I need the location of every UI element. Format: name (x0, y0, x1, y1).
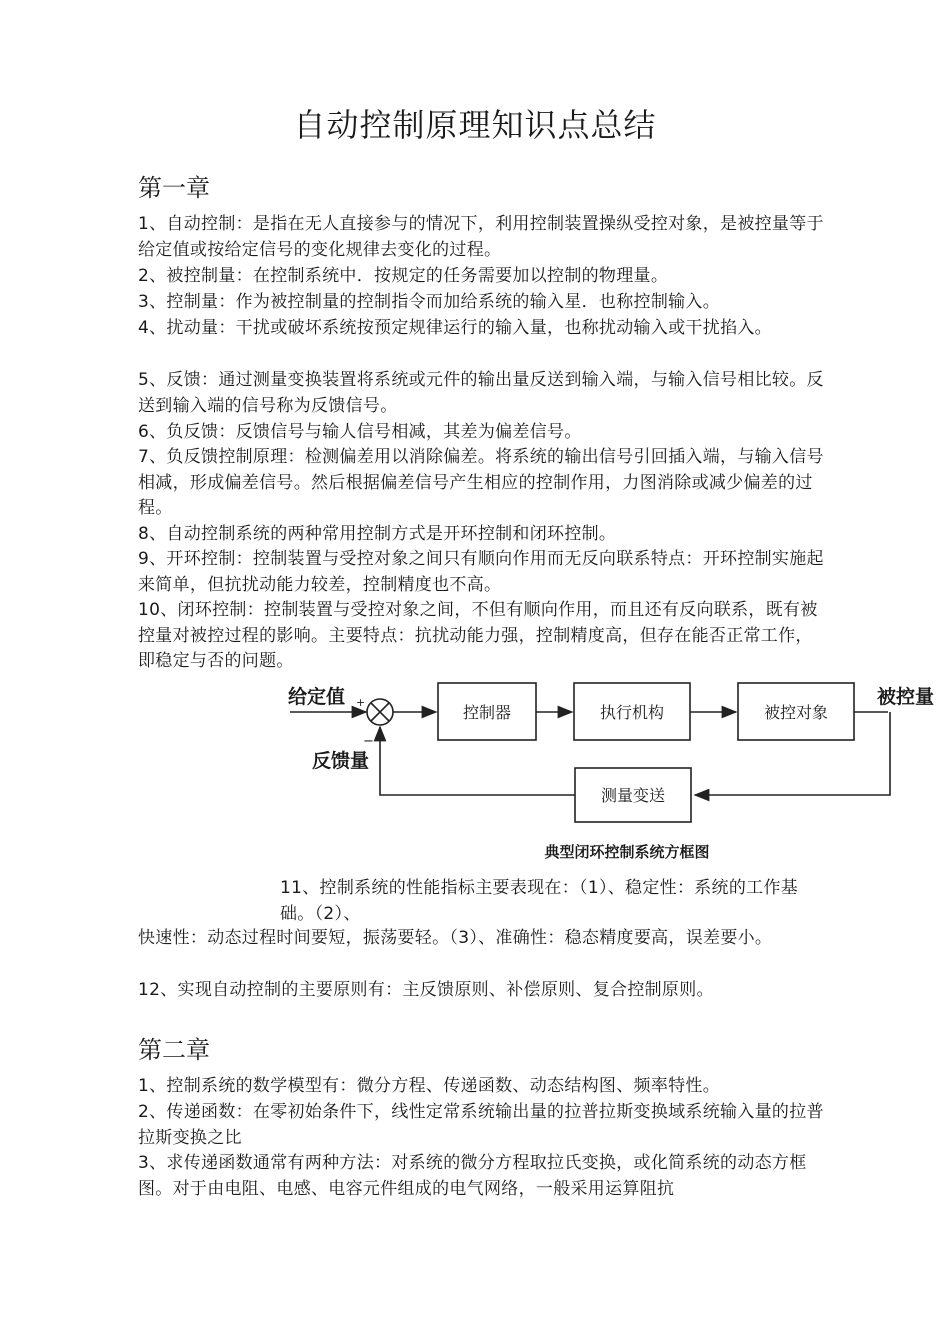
chapter-2-item-3: 3、求传递函数通常有两种方法：对系统的微分方程取拉氏变换，或化简系统的动态方框图。对于由电阻、电感、电容元件组成的电气网络，一般采用运算阻抗 (138, 1153, 807, 1199)
plant-label: 被控对象 (763, 703, 829, 722)
actuator-label: 执行机构 (599, 703, 665, 722)
chapter-2-heading: 第二章 (138, 1036, 210, 1064)
chapter-1-item-5: 5、反馈：通过测量变换装置将系统或元件的输出量反送到输入端，与输入信号相比较。反送到输入端的信号称为反馈信号。 (138, 370, 824, 416)
page-title: 自动控制原理知识点总结 (293, 106, 657, 144)
feedback-path (695, 712, 890, 795)
closed-loop-block-diagram (280, 675, 945, 870)
chapter-1-item-7: 7、负反馈控制原理：检测偏差用以消除偏差。将系统的输出信号引回插入端，与输入信号相减，形成偏差信号。然后根据偏差信号产生相应的控制作用，力图消除或减少偏差的过程。 (138, 447, 824, 518)
chapter-2-item-1: 1、控制系统的数学模型有：微分方程、传递函数、动态结构图、频率特性。 (138, 1076, 721, 1096)
diagram-caption: 典型闭环控制系统方框图 (544, 843, 710, 861)
feedback-label: 反馈量 (312, 750, 370, 772)
chapter-2-item-2: 2、传递函数：在零初始条件下，线性定常系统输出量的拉普拉斯变换域系统输入量的拉普拉斯变换之比 (138, 1102, 824, 1148)
chapter-1-item-9: 9、开环控制：控制装置与受控对象之间只有顺向作用而无反向联系特点：开环控制实施起来简单，但抗扰动能力较差，控制精度也不高。 (138, 549, 824, 595)
plus-sign: + (356, 696, 366, 709)
chapter-1-item-10: 10、闭环控制：控制装置与受控对象之间，不但有顺向作用，而且还有反向联系，既有被控量对被控过程的影响。主要特点：抗扰动能力强，控制精度高，但存在能否正常工作，即稳定与否的问题。 (138, 600, 818, 671)
controller-label: 控制器 (462, 703, 512, 722)
chapter-1-item-11-part-2: 快速性：动态过程时间要短，振荡要轻。（3）、准确性：稳态精度要高，误差要小。 (138, 928, 773, 948)
chapter-1-item-6: 6、负反馈：反馈信号与输人信号相减，其差为偏差信号。 (138, 422, 582, 442)
chapter-1-item-1: 1、自动控制：是指在无人直接参与的情况下，利用控制装置操纵受控对象，是被控量等于给定值或按给定信号的变化规律去变化的过程。 (138, 214, 824, 260)
chapter-1-heading: 第一章 (138, 174, 210, 202)
chapter-1-item-3: 3、控制量：作为被控制量的控制指令而加给系统的输入星．也称控制输入。 (138, 292, 721, 312)
chapter-1-item-8: 8、自动控制系统的两种常用控制方式是开环控制和闭环控制。 (138, 524, 617, 544)
chapter-1-item-2: 2、被控制量：在控制系统中．按规定的任务需要加以控制的物理量。 (138, 266, 669, 286)
sensor-label: 测量变送 (600, 786, 666, 805)
minus-sign: − (363, 734, 374, 749)
chapter-1-item-12: 12、实现自动控制的主要原则有：主反馈原则、补偿原则、复合控制原则。 (138, 980, 714, 1000)
chapter-1-item-11-part-1: 11、控制系统的性能指标主要表现在：（1）、稳定性：系统的工作基础。（2）、 (280, 878, 799, 924)
chapter-1-item-4: 4、扰动量：干扰或破坏系统按预定规律运行的输入量，也称扰动输入或干扰掐入。 (138, 318, 772, 338)
output-label: 被控量 (877, 686, 935, 708)
input-label: 给定值 (288, 686, 346, 708)
